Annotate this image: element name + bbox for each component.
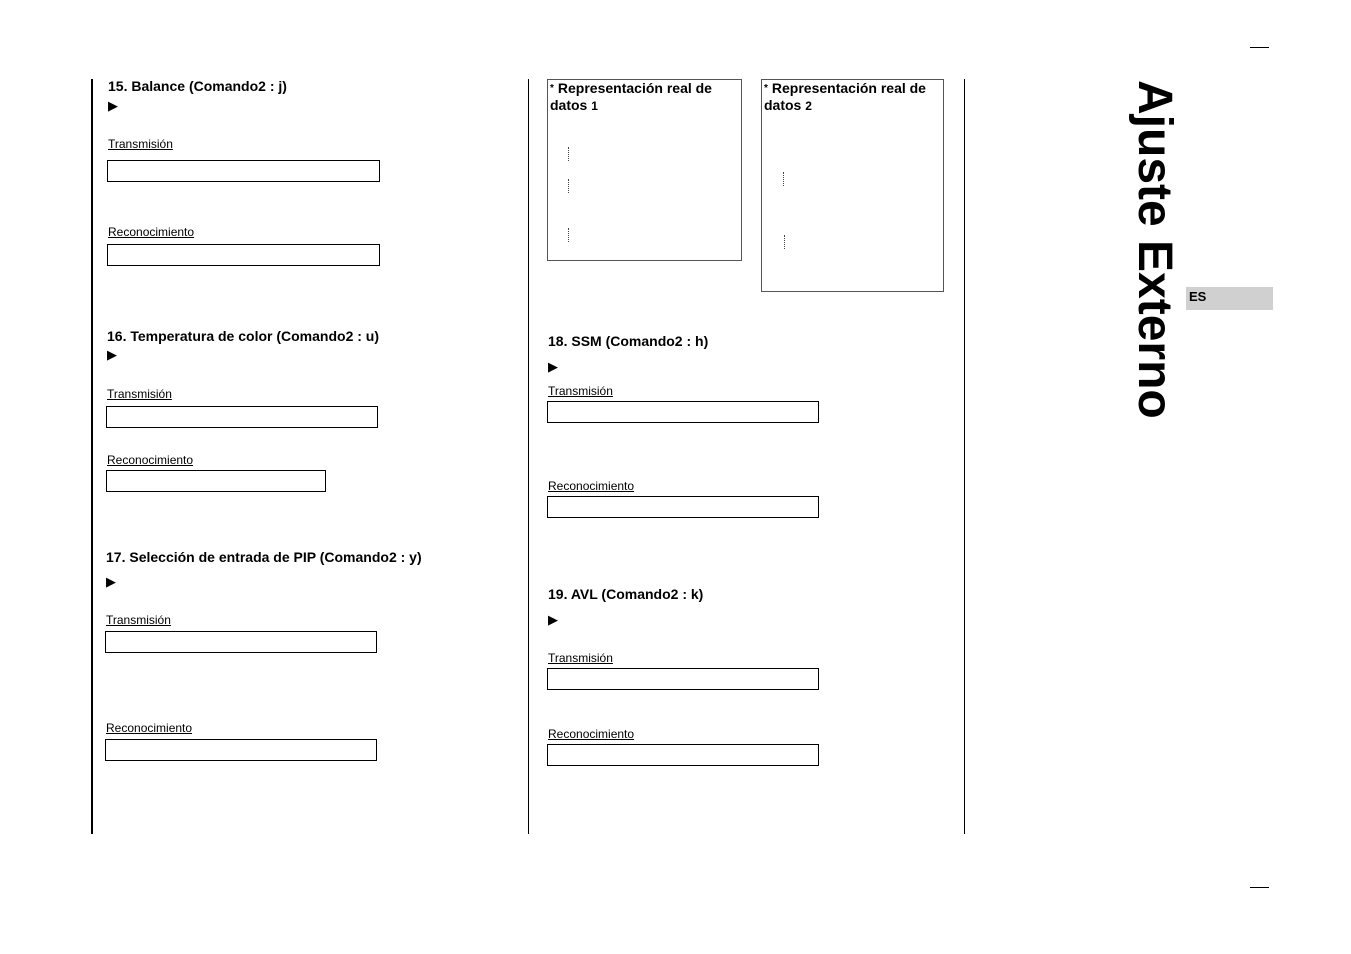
section-18-transmission-box (547, 401, 819, 423)
column-divider-left (91, 79, 93, 834)
section-18-ack-label: Reconocimiento (548, 479, 635, 493)
note-2-number: 2 (805, 99, 812, 113)
section-19-ack-box (547, 744, 819, 766)
note-2-ellipsis-2 (784, 235, 786, 249)
note-1-number: 1 (591, 99, 598, 113)
note-2-ellipsis-1 (783, 172, 785, 186)
section-16-ack-box (106, 470, 326, 492)
language-tab: ES (1186, 287, 1273, 310)
note-1-text: Representación real de datos (550, 80, 712, 113)
note-1-ellipsis-1 (568, 147, 570, 161)
note-box-2 (761, 79, 944, 292)
section-16-title: 16. Temperatura de color (Comando2 : u) (107, 328, 380, 344)
section-17-transmission-box (105, 631, 377, 653)
note-1-ellipsis-3 (568, 228, 570, 242)
section-18-ack-box (547, 496, 819, 518)
note-2-star: * (764, 83, 768, 94)
section-18-transmission-label: Transmisión (548, 384, 613, 398)
note-1-ellipsis-2 (568, 179, 570, 193)
note-2-text: Representación real de datos (764, 80, 926, 113)
section-19-transmission-box (547, 668, 819, 690)
section-18-title: 18. SSM (Comando2 : h) (548, 333, 709, 349)
section-19-ack-label: Reconocimiento (548, 727, 635, 741)
section-17-ack-label: Reconocimiento (106, 721, 193, 735)
section-16-ack-label: Reconocimiento (107, 453, 194, 467)
note-1-star: * (550, 83, 554, 94)
section-17-ack-box (105, 739, 377, 761)
crop-mark-bottom (1250, 887, 1269, 888)
note-box-1 (547, 79, 742, 261)
section-16-transmission-label: Transmisión (107, 387, 172, 401)
section-17-title: 17. Selección de entrada de PIP (Comando2 : y) (106, 549, 422, 565)
section-19-arrow-icon: ▶ (548, 612, 558, 627)
section-17-transmission-label: Transmisión (106, 613, 171, 627)
column-divider-right (964, 79, 965, 834)
chapter-title (1128, 80, 1181, 425)
section-17-arrow-icon: ▶ (106, 574, 116, 589)
section-19-title: 19. AVL (Comando2 : k) (548, 586, 704, 602)
column-divider-middle (528, 79, 529, 834)
section-19-transmission-label: Transmisión (548, 651, 613, 665)
section-15-title: 15. Balance (Comando2 : j) (108, 78, 287, 94)
section-15-ack-box (107, 244, 380, 266)
crop-mark-top (1250, 47, 1269, 48)
section-15-transmission-box (107, 160, 380, 182)
section-16-arrow-icon: ▶ (107, 347, 117, 362)
section-18-arrow-icon: ▶ (548, 359, 558, 374)
section-15-arrow-icon: ▶ (108, 98, 118, 113)
note-1-title (550, 80, 738, 115)
section-15-ack-label: Reconocimiento (108, 225, 195, 239)
section-15-transmission-label: Transmisión (108, 137, 173, 151)
chapter-title-text: Ajuste Externo (1128, 80, 1181, 419)
note-2-title (764, 80, 942, 115)
section-16-transmission-box (106, 406, 378, 428)
